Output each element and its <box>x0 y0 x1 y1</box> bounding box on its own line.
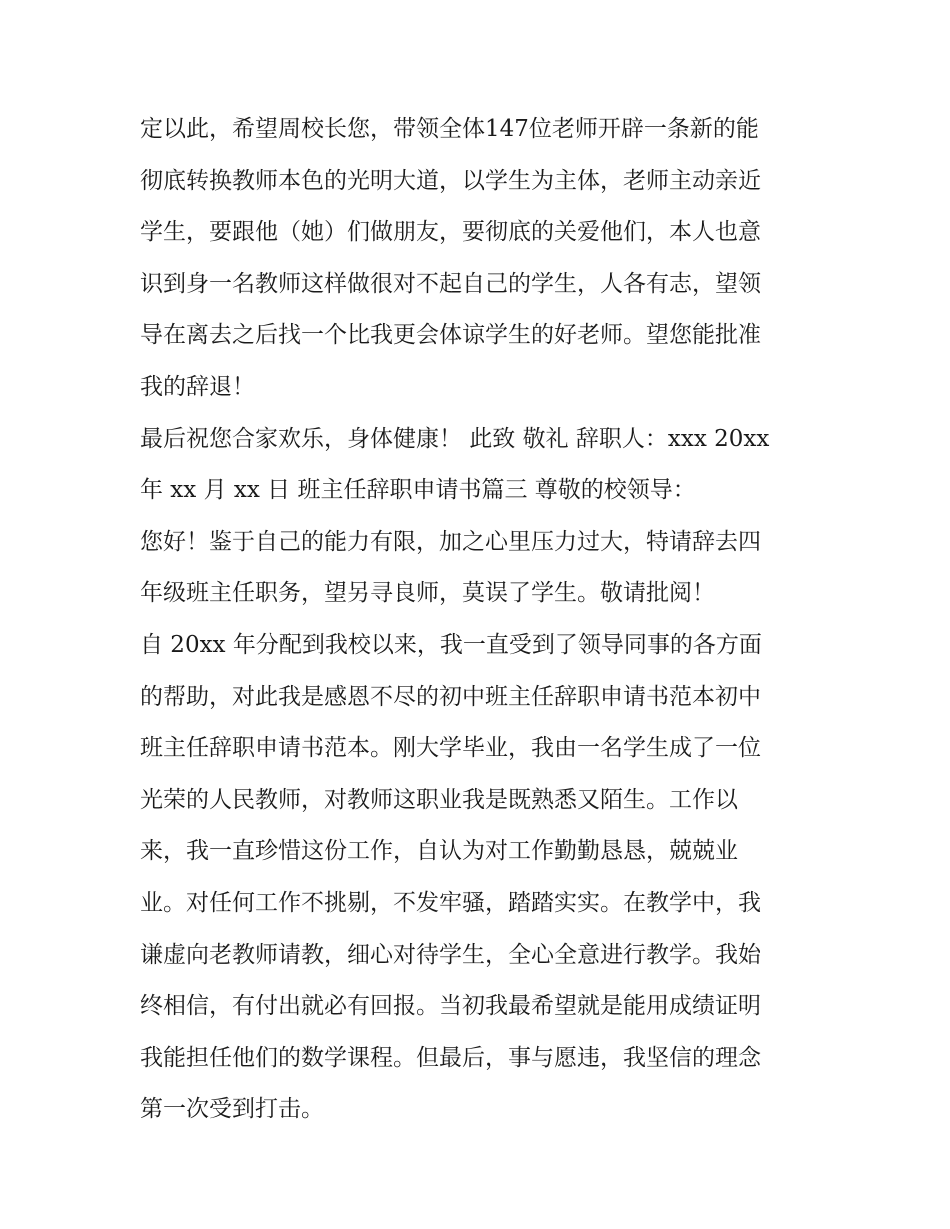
text-line-1: 定以此，希望周校长您，带领全体147位老师开辟一条新的能 <box>140 116 759 142</box>
text-line-18: 终相信，有付出就必有回报。当初我最希望就是能用成绩证明 <box>140 993 761 1020</box>
text-line-16: 业。对任何工作不挑剔，不发牢骚，踏踏实实。在教学中，我 <box>140 889 761 916</box>
text-line-8: 年 xx 月 xx 日 班主任辞职申请书篇三 尊敬的校领导： <box>140 477 696 504</box>
text-line-17: 谦虚向老教师请教，细心对待学生，全心全意进行教学。我始 <box>140 941 761 968</box>
text-line-5: 导在离去之后找一个比我更会体谅学生的好老师。望您能批准 <box>140 322 761 349</box>
text-line-12: 的帮助，对此我是感恩不尽的初中班主任辞职申请书范本初中 <box>140 683 761 710</box>
text-line-14: 光荣的人民教师，对教师这职业我是既熟悉又陌生。工作以 <box>140 786 738 813</box>
text-line-13: 班主任辞职申请书范本。刚大学毕业，我由一名学生成了一位 <box>140 735 761 762</box>
text-line-6: 我的辞退！ <box>140 373 255 400</box>
document-body <box>140 104 820 1136</box>
text-line-9: 您好！鉴于自己的能力有限，加之心里压力过大，特请辞去四 <box>140 528 761 555</box>
text-line-4: 识到身一名教师这样做很对不起自己的学生，人各有志，望领 <box>140 270 761 297</box>
text-line-3: 学生，要跟他（她）们做朋友，要彻底的关爱他们，本人也意 <box>140 219 761 246</box>
text-line-7: 最后祝您合家欢乐，身体健康！ 此致 敬礼 辞职人：xxx 20xx <box>140 425 770 452</box>
text-line-2: 彻底转换教师本色的光明大道，以学生为主体，老师主动亲近 <box>140 167 761 194</box>
text-line-11: 自 20xx 年分配到我校以来，我一直受到了领导同事的各方面 <box>140 631 762 658</box>
text-line-20: 第一次受到打击。 <box>140 1096 324 1123</box>
text-line-15: 来，我一直珍惜这份工作，自认为对工作勤勤恳恳，兢兢业 <box>140 838 738 865</box>
text-line-19: 我能担任他们的数学课程。但最后，事与愿违，我坚信的理念 <box>140 1044 761 1071</box>
text-line-10: 年级班主任职务，望另寻良师，莫误了学生。敬请批阅！ <box>140 580 715 607</box>
